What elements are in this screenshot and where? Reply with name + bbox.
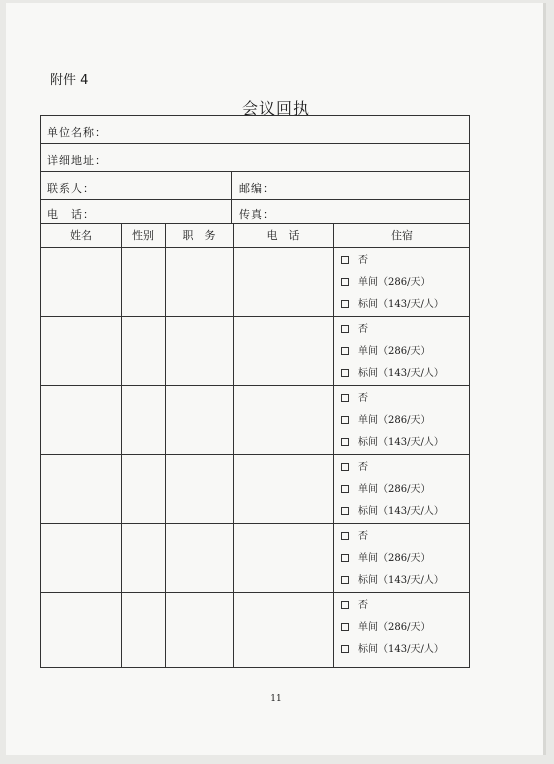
document-page (6, 3, 546, 755)
lodging-option[interactable] (341, 571, 444, 586)
checkbox-icon[interactable] (341, 416, 349, 424)
attendee-rows (41, 248, 469, 667)
lodging-option-label: 标间（143/天/人） (358, 299, 444, 310)
form-title: 会议回执 (241, 99, 310, 118)
checkbox-icon[interactable] (341, 300, 349, 308)
postcode-label: 邮编： (239, 182, 275, 195)
column-header-row (41, 224, 469, 248)
contact-row (41, 172, 469, 200)
checkbox-icon[interactable] (341, 601, 349, 609)
divider (231, 172, 232, 199)
page-number: 11 (270, 694, 282, 704)
lodging-option-label: 标间（143/天/人） (358, 644, 444, 655)
reply-form-table (40, 115, 470, 668)
lodging-option[interactable] (341, 458, 368, 473)
attendee-grid (41, 224, 469, 667)
fax-label: 传真： (239, 208, 275, 221)
checkbox-icon[interactable] (341, 325, 349, 333)
lodging-option-label: 单间（286/天） (358, 346, 431, 357)
col-header-phone: 电 话 (266, 229, 300, 242)
col-header-name: 姓名 (70, 229, 92, 242)
contact-label: 联系人： (47, 182, 95, 195)
col-header-position: 职 务 (182, 229, 216, 242)
checkbox-icon[interactable] (341, 507, 349, 515)
lodging-option[interactable] (341, 480, 430, 495)
attendee-row (41, 386, 469, 455)
checkbox-icon[interactable] (341, 369, 349, 377)
col-header-gender: 性别 (132, 229, 154, 242)
lodging-option-label: 否 (358, 393, 368, 404)
lodging-option-label: 否 (358, 462, 368, 473)
checkbox-icon[interactable] (341, 278, 349, 286)
address-label: 详细地址： (47, 154, 107, 167)
lodging-option[interactable] (341, 640, 444, 655)
lodging-option-label: 标间（143/天/人） (358, 506, 444, 517)
checkbox-icon[interactable] (341, 394, 349, 402)
lodging-option[interactable] (341, 342, 430, 357)
lodging-option[interactable] (341, 596, 368, 611)
lodging-option-label: 单间（286/天） (358, 484, 431, 495)
attendee-row (41, 248, 469, 317)
unit-name-row (41, 116, 469, 144)
lodging-option[interactable] (341, 295, 444, 310)
checkbox-icon[interactable] (341, 532, 349, 540)
lodging-option[interactable] (341, 364, 444, 379)
lodging-option-label: 标间（143/天/人） (358, 368, 444, 379)
attendee-row (41, 524, 469, 593)
lodging-option[interactable] (341, 411, 430, 426)
phone-row (41, 200, 469, 224)
lodging-option[interactable] (341, 273, 430, 288)
lodging-option[interactable] (341, 433, 444, 448)
lodging-option-label: 标间（143/天/人） (358, 437, 444, 448)
checkbox-icon[interactable] (341, 485, 349, 493)
lodging-option[interactable] (341, 502, 444, 517)
checkbox-icon[interactable] (341, 576, 349, 584)
lodging-option[interactable] (341, 527, 368, 542)
attendee-row (41, 455, 469, 524)
attendee-row (41, 593, 469, 662)
unit-name-label: 单位名称： (47, 126, 107, 139)
attendee-row (41, 317, 469, 386)
lodging-option[interactable] (341, 320, 368, 335)
divider (231, 200, 232, 223)
lodging-option[interactable] (341, 389, 368, 404)
checkbox-icon[interactable] (341, 623, 349, 631)
col-header-lodging: 住宿 (391, 229, 413, 242)
lodging-option-label: 否 (358, 531, 368, 542)
lodging-option-label: 否 (358, 255, 368, 266)
lodging-option-label: 否 (358, 324, 368, 335)
phone-label: 电 话： (47, 208, 95, 221)
lodging-option[interactable] (341, 618, 430, 633)
address-row (41, 144, 469, 172)
checkbox-icon[interactable] (341, 645, 349, 653)
lodging-option[interactable] (341, 251, 368, 266)
lodging-option-label: 单间（286/天） (358, 277, 431, 288)
lodging-option-label: 单间（286/天） (358, 415, 431, 426)
checkbox-icon[interactable] (341, 438, 349, 446)
lodging-option-label: 否 (358, 600, 368, 611)
checkbox-icon[interactable] (341, 554, 349, 562)
lodging-option-label: 标间（143/天/人） (358, 575, 444, 586)
checkbox-icon[interactable] (341, 256, 349, 264)
lodging-option-label: 单间（286/天） (358, 553, 431, 564)
annex-label: 附件 4 (50, 73, 89, 88)
lodging-option[interactable] (341, 549, 430, 564)
checkbox-icon[interactable] (341, 347, 349, 355)
lodging-option-label: 单间（286/天） (358, 622, 431, 633)
checkbox-icon[interactable] (341, 463, 349, 471)
